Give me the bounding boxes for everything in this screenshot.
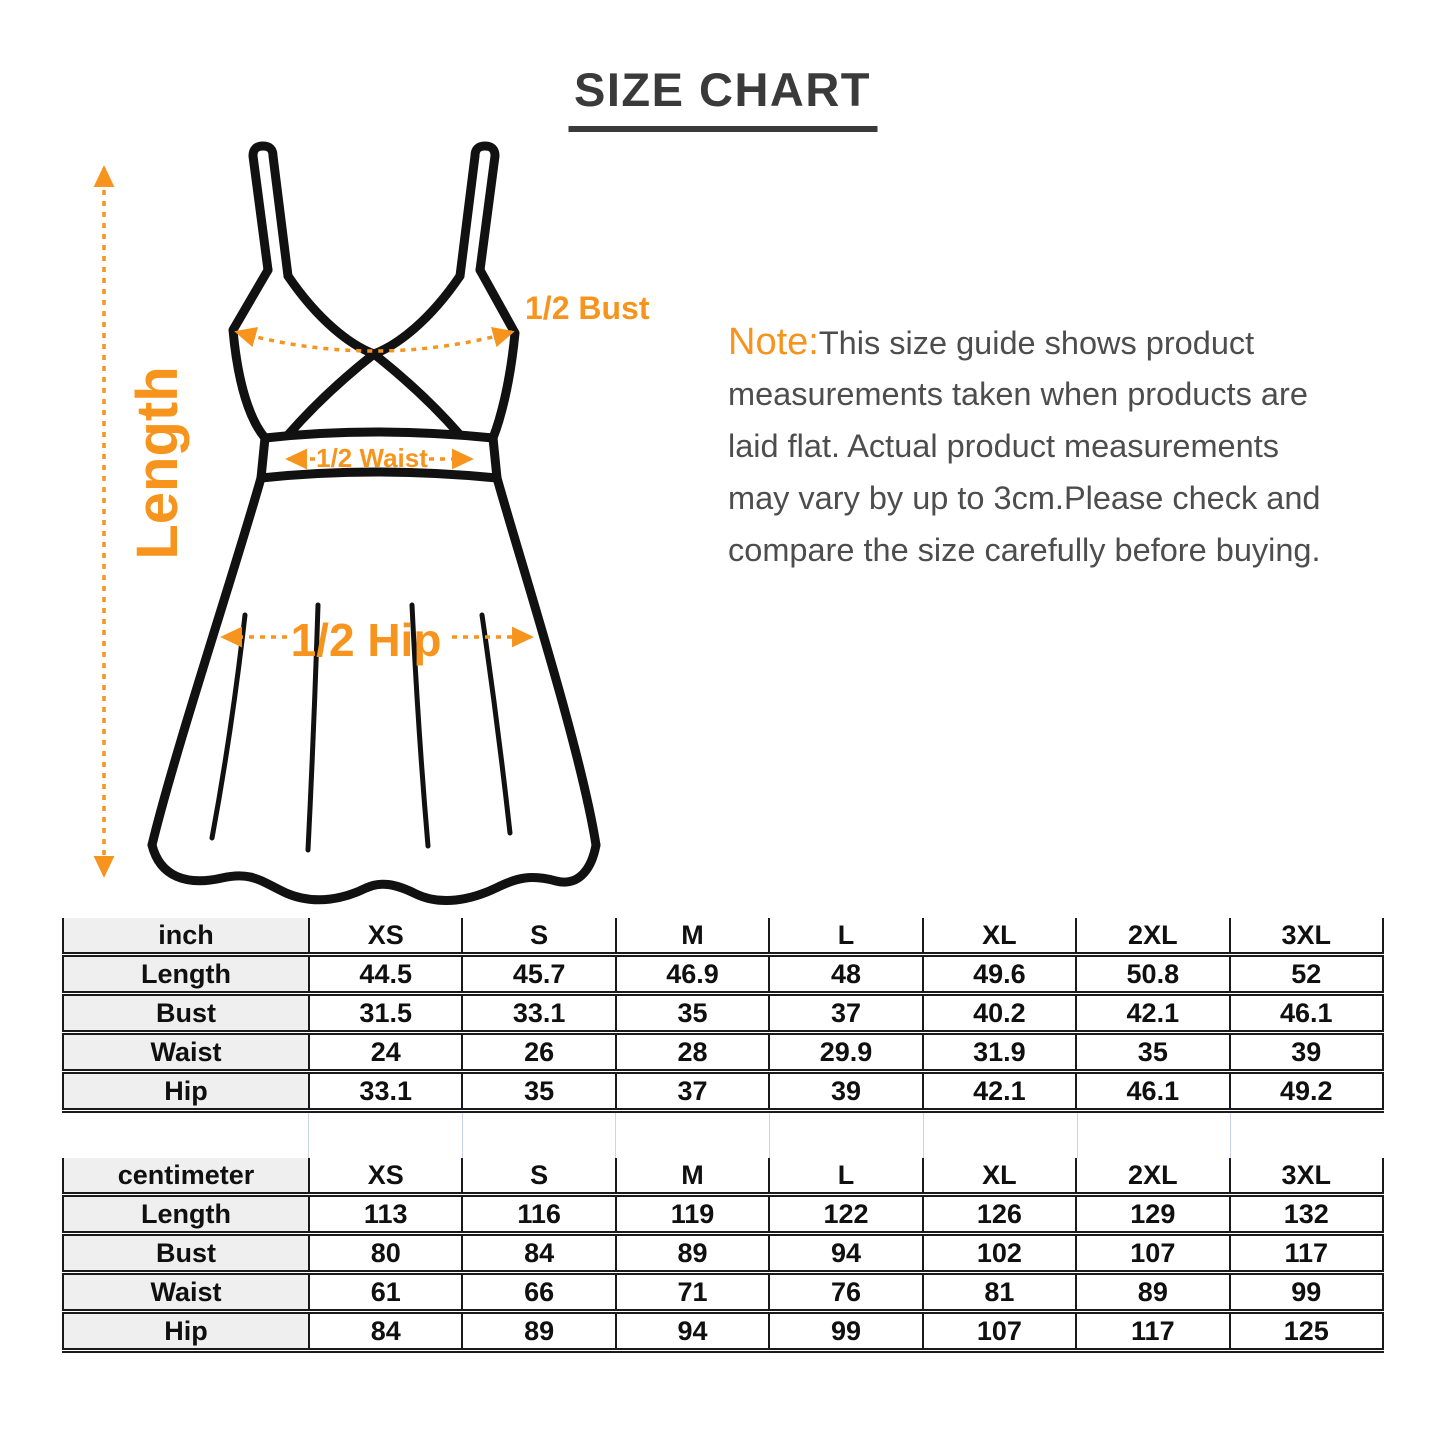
- note-line-text: This size guide shows product: [818, 325, 1255, 361]
- table-row: [63, 955, 1383, 994]
- value-cell: 46.1: [1230, 994, 1383, 1033]
- value-cell: 40.2: [923, 994, 1076, 1033]
- note-line: laid flat. Actual product measurements: [728, 428, 1279, 464]
- size-header-cell: S: [462, 918, 615, 955]
- size-header-cell: XL: [923, 1158, 1076, 1195]
- value-cell: 37: [769, 994, 922, 1033]
- table-row: [63, 994, 1383, 1033]
- value-cell: 94: [769, 1234, 922, 1273]
- value-cell: 89: [616, 1234, 769, 1273]
- size-header-cell: L: [769, 918, 922, 955]
- size-tables: [62, 918, 1384, 1353]
- size-header-cell: 2XL: [1076, 918, 1229, 955]
- value-cell: 35: [1076, 1033, 1229, 1072]
- value-cell: 113: [309, 1195, 462, 1234]
- size-header-cell: 2XL: [1076, 1158, 1229, 1195]
- table-row: [63, 1273, 1383, 1312]
- value-cell: 132: [1230, 1195, 1383, 1234]
- value-cell: 33.1: [462, 994, 615, 1033]
- note-line: compare the size carefully before buying.: [728, 532, 1321, 568]
- value-cell: 42.1: [923, 1072, 1076, 1111]
- value-cell: 39: [1230, 1033, 1383, 1072]
- value-cell: 129: [1076, 1195, 1229, 1234]
- row-label-cell: Bust: [63, 1234, 309, 1273]
- value-cell: 99: [1230, 1273, 1383, 1312]
- value-cell: 46.1: [1076, 1072, 1229, 1111]
- value-cell: 84: [462, 1234, 615, 1273]
- table-header-row: [63, 918, 1383, 955]
- value-cell: 49.2: [1230, 1072, 1383, 1111]
- hip-label: 1/2 Hip: [290, 614, 442, 666]
- value-cell: 80: [309, 1234, 462, 1273]
- value-cell: 66: [462, 1273, 615, 1312]
- table-row: [63, 1312, 1383, 1351]
- value-cell: 37: [616, 1072, 769, 1111]
- value-cell: 29.9: [769, 1033, 922, 1072]
- row-label-cell: Waist: [63, 1273, 309, 1312]
- value-cell: 49.6: [923, 955, 1076, 994]
- table-row: [63, 1195, 1383, 1234]
- unit-header-cell: centimeter: [63, 1158, 309, 1195]
- row-label-cell: Bust: [63, 994, 309, 1033]
- value-cell: 31.5: [309, 994, 462, 1033]
- row-label-cell: Length: [63, 955, 309, 994]
- gap-cell: [615, 1113, 769, 1158]
- size-header-cell: M: [616, 1158, 769, 1195]
- value-cell: 33.1: [309, 1072, 462, 1111]
- size-header-cell: S: [462, 1158, 615, 1195]
- value-cell: 52: [1230, 955, 1383, 994]
- gap-cell: [923, 1113, 1077, 1158]
- value-cell: 102: [923, 1234, 1076, 1273]
- size-header-cell: XL: [923, 918, 1076, 955]
- value-cell: 31.9: [923, 1033, 1076, 1072]
- value-cell: 44.5: [309, 955, 462, 994]
- table-header-row: [63, 1158, 1383, 1195]
- note-line: [728, 316, 1418, 368]
- gap-cell: [769, 1113, 923, 1158]
- centimeter-size-table: [62, 1158, 1384, 1353]
- value-cell: 84: [309, 1312, 462, 1351]
- length-label: Length: [125, 366, 190, 560]
- size-header-cell: XS: [309, 1158, 462, 1195]
- unit-header-cell: inch: [63, 918, 309, 955]
- value-cell: 107: [923, 1312, 1076, 1351]
- value-cell: 76: [769, 1273, 922, 1312]
- gap-cell: [462, 1113, 616, 1158]
- bust-label: 1/2 Bust: [525, 290, 650, 326]
- size-header-cell: 3XL: [1230, 918, 1383, 955]
- table-row: [63, 1234, 1383, 1273]
- value-cell: 89: [462, 1312, 615, 1351]
- value-cell: 35: [616, 994, 769, 1033]
- row-label-cell: Hip: [63, 1072, 309, 1111]
- value-cell: 28: [616, 1033, 769, 1072]
- row-label-cell: Waist: [63, 1033, 309, 1072]
- note-prefix: Note:: [728, 321, 819, 363]
- bust-arrow: [237, 332, 512, 351]
- value-cell: 39: [769, 1072, 922, 1111]
- gap-cell: [1230, 1113, 1384, 1158]
- value-cell: 61: [309, 1273, 462, 1312]
- value-cell: 116: [462, 1195, 615, 1234]
- value-cell: 48: [769, 955, 922, 994]
- value-cell: 26: [462, 1033, 615, 1072]
- dress-outline: [152, 146, 596, 901]
- value-cell: 45.7: [462, 955, 615, 994]
- row-label-cell: Hip: [63, 1312, 309, 1351]
- value-cell: 50.8: [1076, 955, 1229, 994]
- gap-cell: [62, 1113, 308, 1158]
- value-cell: 122: [769, 1195, 922, 1234]
- value-cell: 71: [616, 1273, 769, 1312]
- table-gap-spacer: [62, 1113, 1384, 1158]
- size-header-cell: XS: [309, 918, 462, 955]
- value-cell: 117: [1230, 1234, 1383, 1273]
- value-cell: 99: [769, 1312, 922, 1351]
- value-cell: 126: [923, 1195, 1076, 1234]
- size-header-cell: L: [769, 1158, 922, 1195]
- page-title: SIZE CHART: [568, 62, 877, 132]
- value-cell: 119: [616, 1195, 769, 1234]
- value-cell: 24: [309, 1033, 462, 1072]
- gap-cell: [308, 1113, 462, 1158]
- row-label-cell: Length: [63, 1195, 309, 1234]
- note-text: [728, 316, 1418, 576]
- gap-cell: [1077, 1113, 1231, 1158]
- note-line: may vary by up to 3cm.Please check and: [728, 480, 1321, 516]
- value-cell: 35: [462, 1072, 615, 1111]
- value-cell: 125: [1230, 1312, 1383, 1351]
- size-header-cell: M: [616, 918, 769, 955]
- value-cell: 46.9: [616, 955, 769, 994]
- size-header-cell: 3XL: [1230, 1158, 1383, 1195]
- value-cell: 107: [1076, 1234, 1229, 1273]
- value-cell: 81: [923, 1273, 1076, 1312]
- value-cell: 94: [616, 1312, 769, 1351]
- note-line: measurements taken when products are: [728, 376, 1308, 412]
- waist-label: 1/2 Waist: [316, 443, 428, 473]
- value-cell: 42.1: [1076, 994, 1229, 1033]
- table-row: [63, 1033, 1383, 1072]
- value-cell: 117: [1076, 1312, 1229, 1351]
- table-row: [63, 1072, 1383, 1111]
- inch-size-table: [62, 918, 1384, 1113]
- value-cell: 89: [1076, 1273, 1229, 1312]
